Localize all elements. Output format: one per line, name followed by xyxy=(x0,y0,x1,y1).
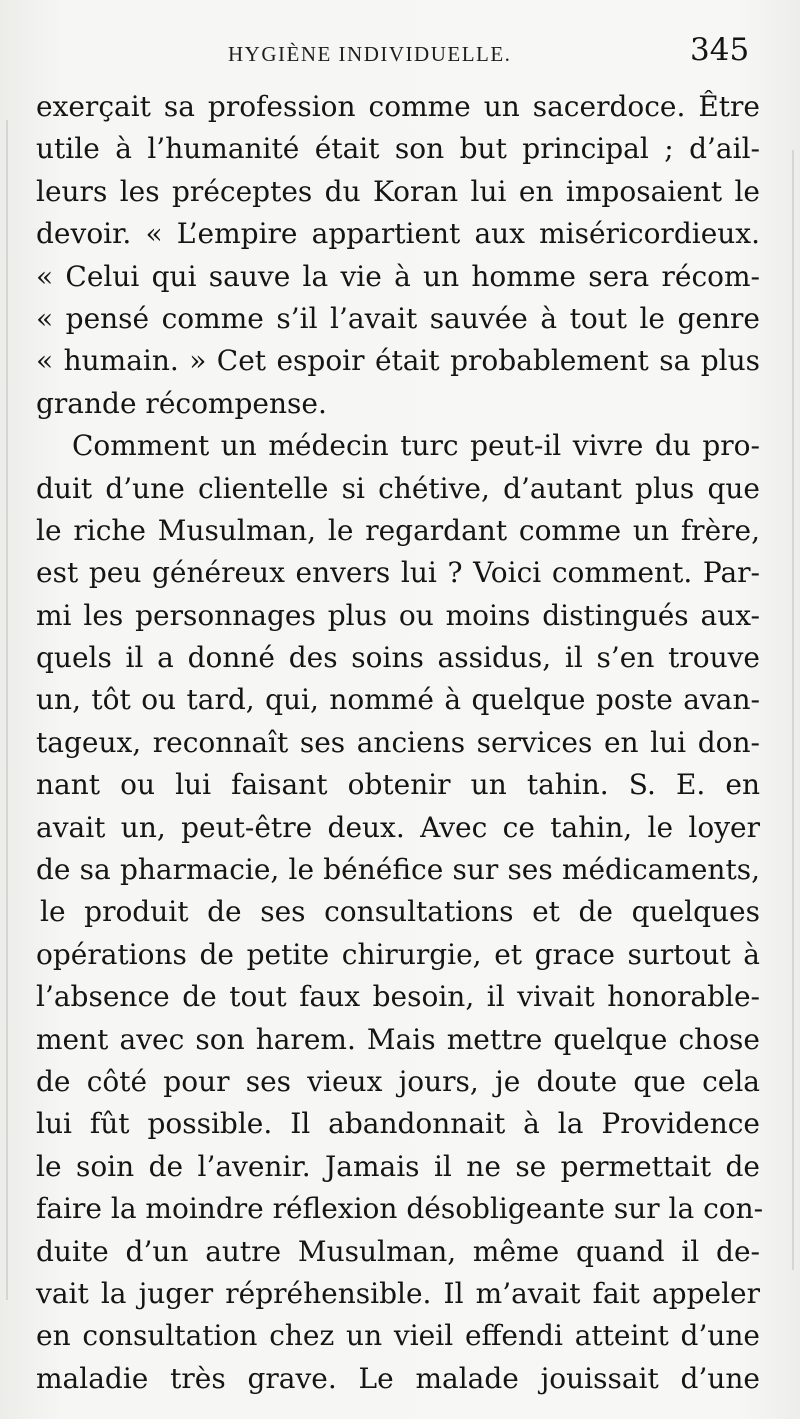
text-line: ment avec son harem. Mais mettre quelque chose xyxy=(36,1022,760,1056)
page-edge-shadow xyxy=(6,120,8,1300)
paragraph-end-line: grande récompense. xyxy=(36,386,327,420)
text-line: lui fût possible. Il abandonnait à la Providence xyxy=(36,1107,760,1141)
text-line: leurs les préceptes du Koran lui en imposaient le xyxy=(36,174,760,208)
text-line: un, tôt ou tard, qui, nommé à quelque poste avan- xyxy=(36,683,760,717)
page-number: 345 xyxy=(690,32,750,68)
text-line: en consultation chez un vieil effendi atteint d’une xyxy=(36,1319,760,1353)
text-line: duite d’un autre Musulman, même quand il de- xyxy=(36,1234,760,1268)
text-line: tageux, reconnaît ses anciens services en lui don- xyxy=(36,725,760,759)
text-line: vait la juger répréhensible. Il m’avait fait appeler xyxy=(36,1276,760,1310)
text-line: est peu généreux envers lui ? Voici comment. Par- xyxy=(36,556,760,590)
text-line: nant ou lui faisant obtenir un tahin. S. E. en xyxy=(36,768,760,802)
body-text xyxy=(36,86,764,1400)
text-line: faire la moindre réflexion désobligeante sur la con- xyxy=(36,1192,764,1226)
text-line: mi les personnages plus ou moins distingués aux- xyxy=(36,598,760,632)
text-line: utile à l’humanité était son but principal ; d’ail- xyxy=(36,132,760,166)
paragraph-start-line: Comment un médecin turc peut-il vivre du pro- xyxy=(72,429,760,463)
text-line: duit d’une clientelle si chétive, d’autant plus que xyxy=(36,471,760,505)
running-head xyxy=(0,34,800,84)
text-line: devoir. « L’empire appartient aux miséricordieux. xyxy=(36,217,760,251)
text-line: « pensé comme s’il l’avait sauvée à tout le genre xyxy=(36,301,760,335)
text-line: quels il a donné des soins assidus, il s’en trouve xyxy=(36,641,760,675)
text-line: de côté pour ses vieux jours, je doute que cela xyxy=(36,1064,760,1098)
text-line: l’absence de tout faux besoin, il vivait honorable- xyxy=(36,980,760,1014)
page-edge-shadow xyxy=(792,150,794,1270)
text-line: avait un, peut-être deux. Avec ce tahin, le loyer xyxy=(36,810,760,844)
text-line: « Celui qui sauve la vie à un homme sera récom- xyxy=(36,259,760,293)
text-line: maladie très grave. Le malade jouissait d’une xyxy=(36,1361,760,1395)
text-line: de sa pharmacie, le bénéfice sur ses médicaments, xyxy=(36,853,760,887)
text-line: le riche Musulman, le regardant comme un frère, xyxy=(36,513,760,547)
text-line: le produit de ses consultations et de quelques xyxy=(40,895,760,929)
text-line: opérations de petite chirurgie, et grace surtout à xyxy=(36,937,760,971)
text-line: « humain. » Cet espoir était probablement sa plus xyxy=(36,344,760,378)
running-title: HYGIÈNE INDIVIDUELLE. xyxy=(228,42,512,66)
text-line: le soin de l’avenir. Jamais il ne se permettait de xyxy=(36,1149,760,1183)
text-line: exerçait sa profession comme un sacerdoce. Être xyxy=(36,90,760,123)
